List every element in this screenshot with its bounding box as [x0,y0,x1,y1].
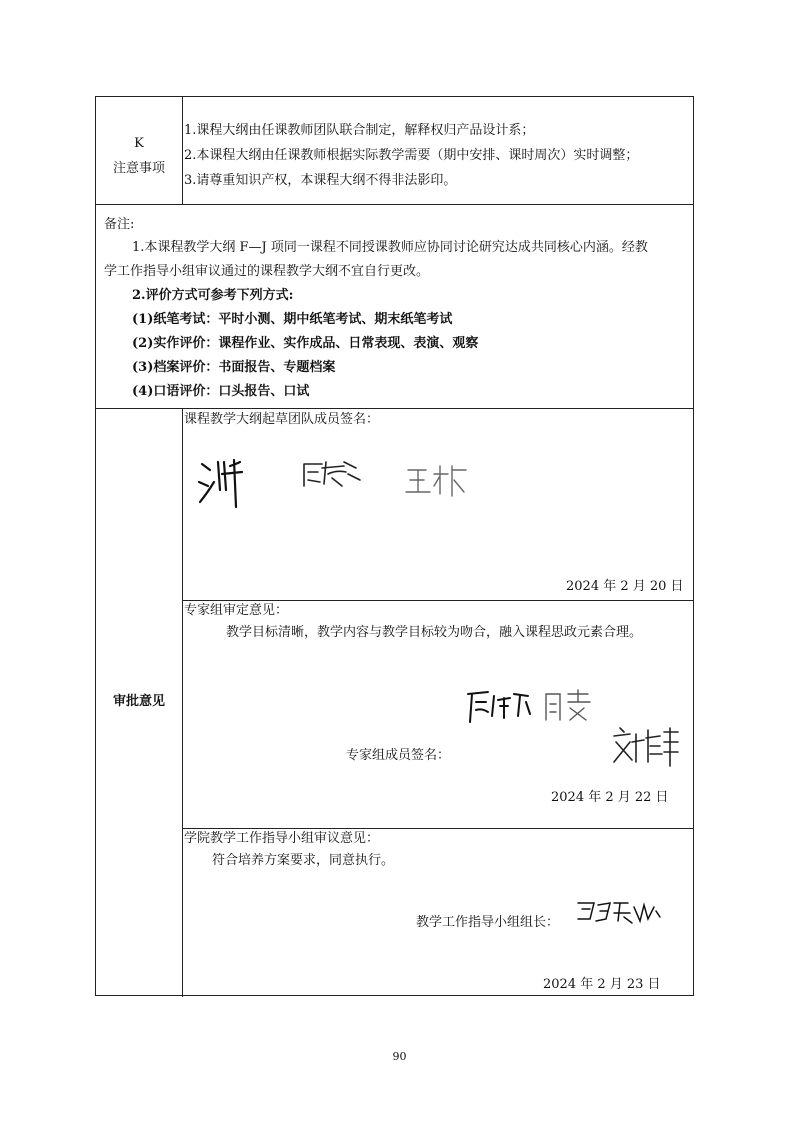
signature-1 [199,460,242,507]
college-sign-label: 教学工作指导小组组长： [416,915,560,930]
college-title: 学院教学工作指导小组审议意见： [184,831,380,846]
col-divider [182,408,183,997]
remarks-title: 备注: [104,217,135,232]
college-date: 2024 年 2 月 23 日 [543,977,661,992]
row-divider [96,408,693,409]
expert-sign-label: 专家组成员签名： [346,748,451,763]
signature-1 [468,692,530,722]
row-divider [96,204,693,205]
eval-title: 2.评价方式可参考下列方式: [132,288,294,303]
cell-divider [182,828,693,829]
college-signature [574,897,664,927]
signature-2 [304,462,360,486]
expert-date: 2024 年 2 月 22 日 [551,790,669,805]
expert-opinion: 教学目标清晰，教学内容与教学目标较为吻合，融入课程思政元素合理。 [226,625,643,640]
eval-item: (1)纸笔考试：平时小测、期中纸笔考试、期末纸笔考试 [132,312,453,327]
notes-item: 3.请尊重知识产权，本课程大纲不得非法影印。 [184,173,457,188]
notes-item: 2.本课程大纲由任课教师根据实际教学需要（期中安排、课时周次）实时调整； [184,148,639,163]
expert-title: 专家组审定意见： [184,603,289,618]
signature-2 [546,690,590,720]
eval-item: (4)口语评价：口头报告、口试 [132,384,310,399]
signature-3 [614,728,678,766]
remarks-line: 学工作指导小组审议通过的课程教学大纲不宜自行更改。 [104,264,430,279]
drafting-title: 课程教学大纲起草团队成员签名： [184,412,380,427]
notes-code: K [134,136,144,151]
notes-label: 注意事项 [112,161,165,176]
eval-item: (3)档案评价：书面报告、专题档案 [132,360,336,375]
drafting-date: 2024 年 2 月 20 日 [566,579,684,594]
page-number: 90 [392,1050,407,1063]
expert-signatures [464,682,684,772]
col-divider [182,97,183,204]
remarks-line: 1.本课程教学大纲 F—J 项同一课程不同授课教师应协同讨论研究达成共同核心内涵。经教 [132,240,648,255]
approval-label: 审批意见 [112,694,165,709]
cell-divider [182,600,693,601]
notes-item: 1.课程大纲由任课教师团队联合制定，解释权归产品设计系； [184,123,535,138]
college-opinion: 符合培养方案要求，同意执行。 [212,853,395,868]
eval-item: (2)实作评价：课程作业、实作成品、日常表现、表演、观察 [132,336,479,351]
drafting-signatures [196,452,496,522]
signature-1 [578,903,660,923]
signature-3 [406,466,466,496]
syllabus-table [95,96,694,996]
